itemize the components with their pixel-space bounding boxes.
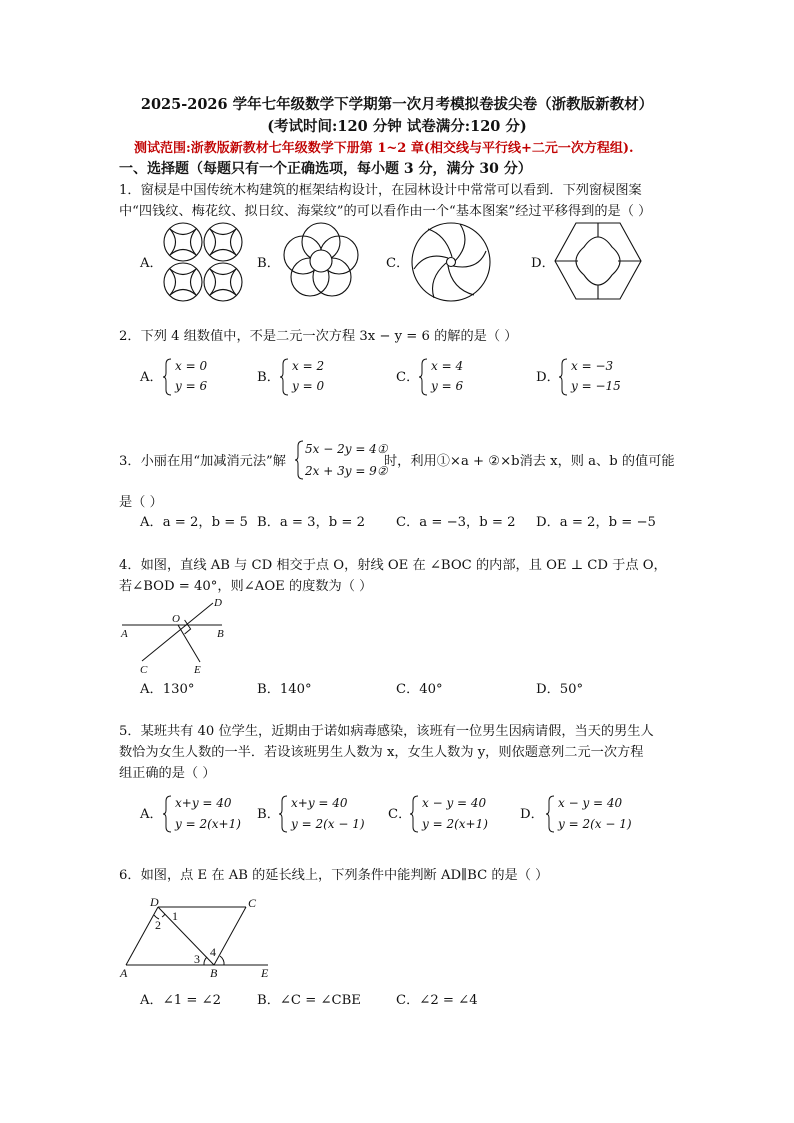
q2-option-d-brace — [558, 358, 568, 396]
sun-pattern-figure — [410, 221, 492, 303]
q4-label-o: O — [172, 613, 180, 625]
q2-option-a-eq2: y = 6 — [175, 379, 208, 393]
q4-label-c: C — [140, 664, 148, 676]
q5-option-c-brace — [409, 795, 419, 833]
q5-option-d-eq2: y = 2(x − 1) — [558, 817, 632, 831]
q3-equation-2: 2x + 3y = 9② — [305, 464, 388, 478]
q2-option-b-brace — [279, 358, 289, 396]
q4-line1: 4．如图，直线 AB 与 CD 相交于点 O，射线 OE 在 ∠BOC 的内部，且 OE ⊥ CD 于点 O， — [119, 558, 667, 573]
q2-option-b-label: B． — [257, 370, 280, 385]
q1-line1: 1．窗棂是中国传统木构建筑的框架结构设计，在园林设计中常常可以看到．下列窗棂图案 — [119, 183, 642, 198]
q4-label-d: D — [214, 597, 222, 609]
q4-option-a: A．130° — [140, 682, 195, 697]
q6-label-c: C — [248, 896, 257, 910]
q2-option-c-eq1: x = 4 — [431, 359, 464, 373]
q5-option-b-label: B． — [257, 807, 280, 822]
q3-option-b: B．a = 3，b = 2 — [257, 515, 366, 530]
section-heading: 一、选择题（每题只有一个正确选项，每小题 3 分，满分 30 分） — [119, 161, 532, 177]
q4-label-b: B — [217, 628, 224, 640]
q4-option-c: C．40° — [396, 682, 443, 697]
q2-option-c-label: C． — [396, 370, 420, 385]
q6-label-b: B — [210, 966, 218, 980]
q5-option-b-eq2: y = 2(x − 1) — [291, 817, 365, 831]
q2-option-d-label: D． — [536, 370, 560, 385]
q2-option-d-eq2: y = −15 — [571, 379, 621, 393]
q2-option-c-brace — [418, 358, 428, 396]
q4-intersecting-lines-figure — [118, 596, 230, 676]
q6-label-a: A — [120, 966, 128, 980]
q4-label-e: E — [194, 664, 201, 676]
begonia-pattern-figure — [554, 222, 642, 300]
q6-angle-3: 3 — [194, 952, 200, 966]
q5-line1: 5．某班共有 40 位学生，近期由于诺如病毒感染，该班有一位男生因病请假，当天的男生人 — [119, 724, 654, 739]
q2-option-a-label: A． — [140, 370, 163, 385]
q6-option-a: A．∠1 = ∠2 — [140, 993, 222, 1008]
q1-option-a: A． — [140, 256, 163, 271]
q3-line2: 是（ ） — [119, 495, 163, 510]
q2-option-b-eq2: y = 0 — [292, 379, 325, 393]
q4-option-d: D．50° — [536, 682, 584, 697]
q3-option-d: D．a = 2，b = −5 — [536, 515, 656, 530]
q2-stem: 2．下列 4 组数值中，不是二元一次方程 3x − y = 6 的解的是（ ） — [119, 329, 518, 344]
q2-option-a-brace — [162, 358, 172, 396]
q5-line3: 组正确的是（ ） — [119, 766, 216, 781]
q5-option-d-brace — [545, 795, 555, 833]
q5-option-c-label: C． — [388, 807, 412, 822]
q3-stem-end: 时，利用①×a + ②×b消去 x，则 a、b 的值可能 — [384, 454, 675, 469]
plum-blossom-pattern-figure — [280, 220, 362, 302]
q1-option-b: B． — [257, 256, 280, 271]
q6-label-d: D — [150, 895, 159, 909]
q1-line2: 中“四钱纹、梅花纹、拟日纹、海棠纹”的可以看作由一个“基本图案”经过平移得到的是（ ） — [119, 204, 652, 219]
q6-option-c: C．∠2 = ∠4 — [396, 993, 478, 1008]
q6-option-b: B．∠C = ∠CBE — [257, 993, 361, 1008]
q5-option-d-label: D． — [520, 807, 544, 822]
q4-option-b: B．140° — [257, 682, 312, 697]
q5-option-c-eq2: y = 2(x+1) — [422, 817, 488, 831]
q2-option-b-eq1: x = 2 — [292, 359, 325, 373]
q3-option-c: C．a = −3，b = 2 — [396, 515, 516, 530]
exam-scope: 测试范围:浙教版新教材七年级数学下册第 1~2 章(相交线与平行线+二元一次方程组). — [134, 141, 634, 156]
q5-option-b-eq1: x+y = 40 — [291, 796, 348, 810]
q1-option-d: D． — [531, 256, 555, 271]
q1-option-c: C． — [386, 256, 410, 271]
q5-option-c-eq1: x − y = 40 — [422, 796, 487, 810]
q3-option-a: A．a = 2，b = 5 — [140, 515, 248, 530]
q6-angle-4: 4 — [210, 945, 216, 959]
q5-option-a-brace — [162, 795, 172, 833]
q5-line2: 数恰为女生人数的一半．若设该班男生人数为 x，女生人数为 y，则依题意列二元一次方程 — [119, 745, 644, 760]
exam-info: (考试时间:120 分钟 试卷满分:120 分) — [267, 118, 527, 135]
q5-option-a-eq1: x+y = 40 — [175, 796, 232, 810]
q5-option-b-brace — [278, 795, 288, 833]
q4-line2: 若∠BOD = 40°，则∠AOE 的度数为（ ） — [119, 579, 373, 594]
q4-label-a: A — [121, 628, 128, 640]
q6-angle-2: 2 — [155, 918, 161, 932]
q2-option-c-eq2: y = 6 — [431, 379, 464, 393]
q6-stem: 6．如图，点 E 在 AB 的延长线上，下列条件中能判断 AD∥BC 的是（ ） — [119, 868, 549, 883]
q5-option-d-eq1: x − y = 40 — [558, 796, 623, 810]
q2-option-d-eq1: x = −3 — [571, 359, 614, 373]
four-coins-pattern-figure — [163, 222, 243, 302]
q3-stem-start: 3．小丽在用“加减消元法”解 — [119, 454, 286, 469]
q6-label-e: E — [261, 966, 269, 980]
q6-angle-1: 1 — [172, 909, 178, 923]
q5-option-a-eq2: y = 2(x+1) — [175, 817, 241, 831]
q5-option-a-label: A． — [140, 807, 163, 822]
q3-equation-1: 5x − 2y = 4① — [305, 442, 388, 456]
q3-system-brace — [294, 440, 304, 480]
page-title: 2025-2026 学年七年级数学下学期第一次月考模拟卷拔尖卷（浙教版新教材） — [140, 96, 654, 113]
q2-option-a-eq1: x = 0 — [175, 359, 208, 373]
q6-parallelogram-figure — [118, 893, 278, 981]
